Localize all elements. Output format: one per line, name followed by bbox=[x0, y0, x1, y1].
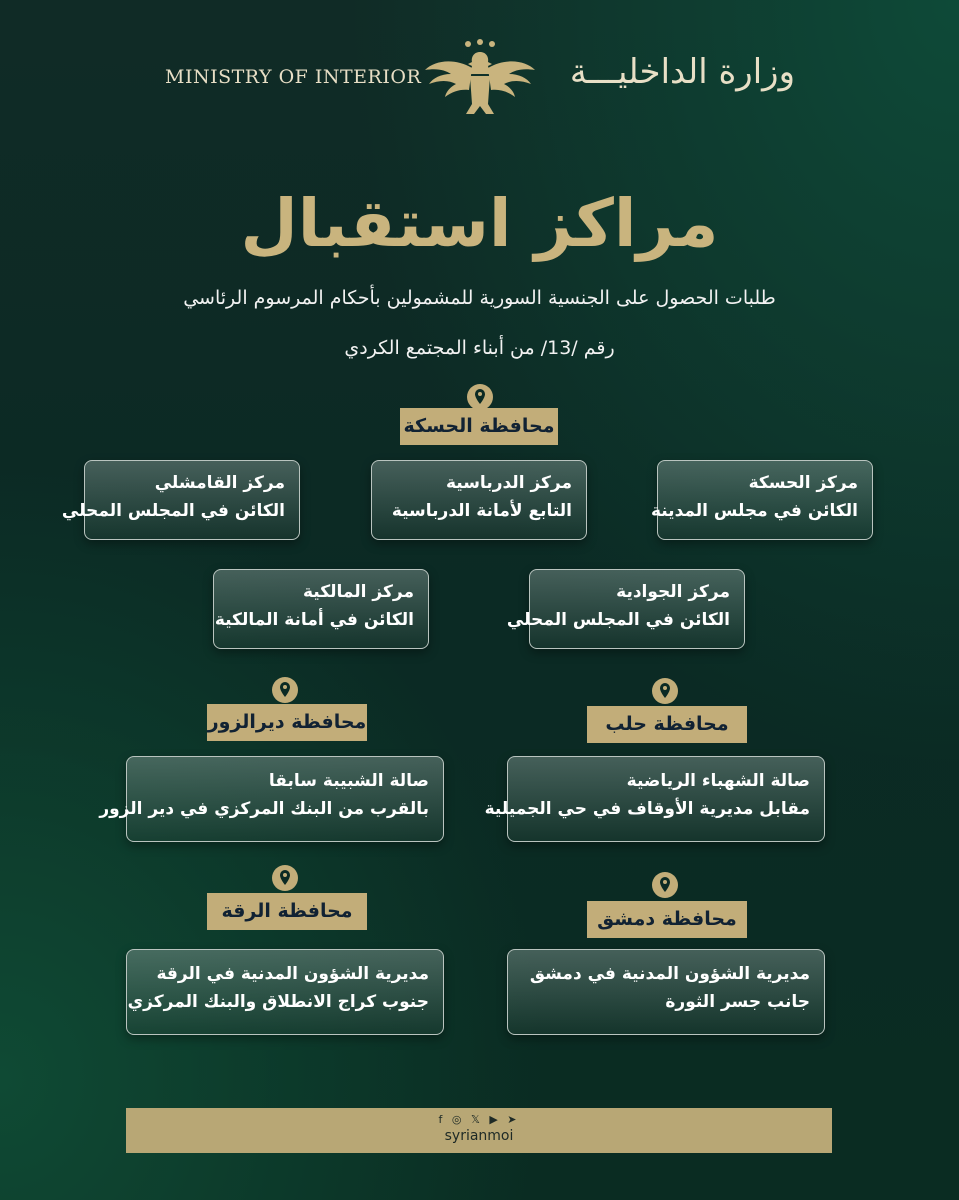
center-name: مركز القامشلي bbox=[154, 473, 285, 493]
location-pin-icon bbox=[467, 384, 493, 410]
center-location: الكائن في أمانة المالكية bbox=[214, 610, 414, 630]
footer-bar bbox=[126, 1108, 832, 1153]
center-location: التابع لأمانة الدرباسية bbox=[391, 501, 572, 521]
center-name: صالة الشهباء الرياضية bbox=[626, 771, 810, 791]
location-pin-icon bbox=[272, 865, 298, 891]
center-name: مديرية الشؤون المدنية في دمشق bbox=[529, 964, 810, 984]
center-name: مركز الجوادية bbox=[616, 582, 730, 602]
location-pin-icon bbox=[652, 678, 678, 704]
center-name: مديرية الشؤون المدنية في الرقة bbox=[156, 964, 429, 984]
eagle-emblem-icon bbox=[425, 38, 535, 128]
page-title: مراكز استقبال bbox=[240, 185, 719, 262]
location-pin-icon bbox=[272, 677, 298, 703]
center-location: الكائن في مجلس المدينة bbox=[650, 501, 858, 521]
center-card bbox=[213, 569, 429, 649]
governorate-label-hasakah: محافظة الحسكة bbox=[400, 408, 558, 445]
center-card bbox=[484, 756, 825, 842]
governorate-label-raqqa: محافظة الرقة bbox=[207, 893, 367, 930]
center-card bbox=[507, 949, 825, 1035]
center-card bbox=[650, 460, 873, 540]
social-handle: syrianmoi bbox=[444, 1128, 514, 1144]
social-icons: f ◎ 𝕏 ▶ ➤ bbox=[438, 1113, 520, 1126]
subtitle-line-2: رقم /13/ من أبناء المجتمع الكردي bbox=[344, 337, 615, 359]
center-card bbox=[126, 949, 444, 1035]
ministry-name-en: MINISTRY OF INTERIOR bbox=[165, 66, 422, 88]
center-location: الكائن في المجلس المحلي bbox=[61, 501, 285, 521]
location-pin-icon bbox=[652, 872, 678, 898]
center-card bbox=[99, 756, 444, 842]
center-location: بالقرب من البنك المركزي في دير الزور bbox=[99, 799, 429, 819]
center-name: مركز المالكية bbox=[303, 582, 414, 602]
center-name: مركز الدرباسية bbox=[445, 473, 572, 493]
center-location: جانب جسر الثورة bbox=[665, 992, 810, 1012]
governorate-label-aleppo: محافظة حلب bbox=[587, 706, 747, 743]
ministry-name-ar: وزارة الداخليـــة bbox=[569, 52, 795, 92]
center-location: جنوب كراج الانطلاق والبنك المركزي bbox=[127, 992, 429, 1012]
governorate-label-deirezzor: محافظة ديرالزور bbox=[207, 704, 367, 741]
center-name: مركز الحسكة bbox=[748, 473, 858, 493]
governorate-label-damascus: محافظة دمشق bbox=[587, 901, 747, 938]
center-card bbox=[371, 460, 587, 540]
center-name: صالة الشبيبة سابقا bbox=[268, 771, 429, 791]
center-location: الكائن في المجلس المحلي bbox=[506, 610, 730, 630]
center-card bbox=[506, 569, 745, 649]
subtitle-line-1: طلبات الحصول على الجنسية السورية للمشمولين بأحكام المرسوم الرئاسي bbox=[183, 287, 776, 309]
center-location: مقابل مديرية الأوقاف في حي الجميلية bbox=[484, 799, 810, 819]
center-card bbox=[61, 460, 300, 540]
